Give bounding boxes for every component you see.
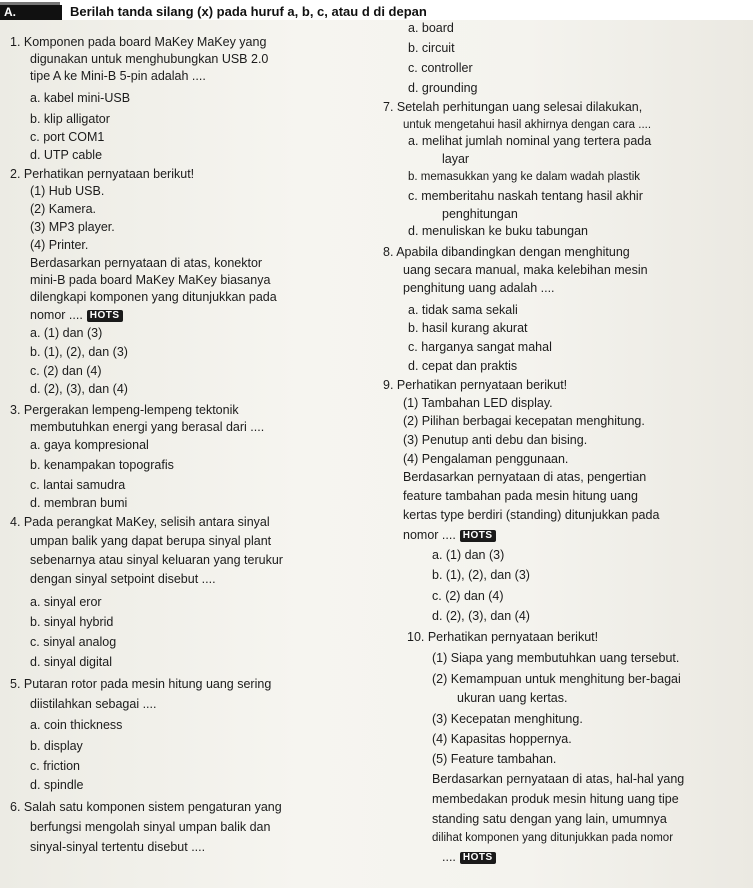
q8-stem-2: uang secara manual, maka kelebihan mesin <box>403 263 648 277</box>
q10-stem-6 <box>442 849 496 865</box>
q10-stem-4: standing satu dengan yang lain, umumnya <box>432 812 667 826</box>
q2-item-1: (1) Hub USB. <box>30 184 105 198</box>
q10-stem-5: dilihat komponen yang ditunjukkan pada nomor <box>432 832 674 844</box>
q2-stem-2: Berdasarkan pernyataan di atas, konektor <box>30 256 263 270</box>
q10-nomor-text: .... <box>442 850 456 864</box>
q10-item-1: (1) Siapa yang membutuhkan uang tersebut. <box>432 651 680 665</box>
section-letter: A. <box>0 5 62 20</box>
q9-stem-3: feature tambahan pada mesin hitung uang <box>403 489 638 503</box>
q10-stem-2: Berdasarkan pernyataan di atas, hal-hal yang <box>432 772 685 786</box>
q9-stem-4: kertas type berdiri (standing) ditunjukkan pada <box>403 508 660 522</box>
q7-option-a-cont: layar <box>442 152 470 166</box>
q10-item-3: (3) Kecepatan menghitung. <box>432 712 583 726</box>
q1-option-a[interactable]: a. kabel mini-USB <box>30 91 131 105</box>
q6-option-a[interactable]: a. board <box>408 21 454 35</box>
q6-stem-2: berfungsi mengolah sinyal umpan balik dan <box>30 820 271 834</box>
q5-option-a[interactable]: a. coin thickness <box>30 718 123 732</box>
q5-stem-1: 5. Putaran rotor pada mesin hitung uang sering <box>10 677 272 691</box>
q7-option-d[interactable]: d. menuliskan ke buku tabungan <box>408 224 588 238</box>
q7-stem-1: 7. Setelah perhitungan uang selesai dilakukan, <box>383 100 643 114</box>
q4-option-d[interactable]: d. sinyal digital <box>30 655 112 669</box>
q1-stem-3: tipe A ke Mini-B 5-pin adalah .... <box>30 69 206 83</box>
q4-option-b[interactable]: b. sinyal hybrid <box>30 615 114 629</box>
q9-option-c[interactable]: c. (2) dan (4) <box>432 589 504 603</box>
q2-item-4: (4) Printer. <box>30 238 89 252</box>
q10-item-2-cont: ukuran uang kertas. <box>457 691 568 705</box>
q9-option-b[interactable]: b. (1), (2), dan (3) <box>432 568 530 582</box>
q9-hots-badge: HOTS <box>460 530 496 542</box>
q9-option-a[interactable]: a. (1) dan (3) <box>432 548 505 562</box>
q2-item-3: (3) MP3 player. <box>30 220 115 234</box>
q8-option-c[interactable]: c. harganya sangat mahal <box>408 340 552 354</box>
q9-stem-5 <box>403 527 496 543</box>
q9-item-1: (1) Tambahan LED display. <box>403 396 553 410</box>
q9-nomor-text: nomor .... <box>403 528 456 542</box>
section-header <box>0 0 753 20</box>
q8-option-b[interactable]: b. hasil kurang akurat <box>408 321 528 335</box>
q2-nomor-text: nomor .... <box>30 308 83 322</box>
q9-item-4: (4) Pengalaman penggunaan. <box>403 452 569 466</box>
q7-option-a[interactable]: a. melihat jumlah nominal yang tertera pada <box>408 134 652 148</box>
q6-stem-3: sinyal-sinyal tertentu disebut .... <box>30 840 206 854</box>
q3-option-a[interactable]: a. gaya kompresional <box>30 438 149 452</box>
q9-item-3: (3) Penutup anti debu dan bising. <box>403 433 588 447</box>
q2-stem-4: dilengkapi komponen yang ditunjukkan pada <box>30 290 277 304</box>
q10-item-2: (2) Kemampuan untuk menghitung ber-bagai <box>432 672 681 686</box>
q9-stem-2: Berdasarkan pernyataan di atas, pengertian <box>403 470 647 484</box>
q8-stem-1: 8. Apabila dibandingkan dengan menghitung <box>383 245 630 259</box>
q10-item-4: (4) Kapasitas hoppernya. <box>432 732 572 746</box>
q4-option-c[interactable]: c. sinyal analog <box>30 635 117 649</box>
q2-option-a[interactable]: a. (1) dan (3) <box>30 326 103 340</box>
q10-stem-3: membedakan produk mesin hitung uang tipe <box>432 792 679 806</box>
q3-option-d[interactable]: d. membran bumi <box>30 496 128 510</box>
q1-stem-2: digunakan untuk menghubungkan USB 2.0 <box>30 52 269 66</box>
q10-item-5: (5) Feature tambahan. <box>432 752 557 766</box>
q1-option-d[interactable]: d. UTP cable <box>30 148 103 162</box>
q6-option-d[interactable]: d. grounding <box>408 81 478 95</box>
q5-option-d[interactable]: d. spindle <box>30 778 84 792</box>
q6-stem-1: 6. Salah satu komponen sistem pengaturan yang <box>10 800 282 814</box>
q9-option-d[interactable]: d. (2), (3), dan (4) <box>432 609 530 623</box>
q5-option-b[interactable]: b. display <box>30 739 83 753</box>
q1-stem-1: 1. Komponen pada board MaKey MaKey yang <box>10 35 267 49</box>
q8-stem-3: penghitung uang adalah .... <box>403 281 555 295</box>
q3-option-c[interactable]: c. lantai samudra <box>30 478 126 492</box>
q5-stem-2: diistilahkan sebagai .... <box>30 697 157 711</box>
q9-stem-1: 9. Perhatikan pernyataan berikut! <box>383 378 568 392</box>
q3-option-b[interactable]: b. kenampakan topografis <box>30 458 174 472</box>
q4-option-a[interactable]: a. sinyal eror <box>30 595 102 609</box>
q1-option-b[interactable]: b. klip alligator <box>30 112 110 126</box>
q7-option-b[interactable]: b. memasukkan yang ke dalam wadah plastik <box>408 171 641 183</box>
q3-stem-2: membutuhkan energi yang berasal dari .... <box>30 420 265 434</box>
q2-stem-5 <box>30 307 123 323</box>
q2-option-d[interactable]: d. (2), (3), dan (4) <box>30 382 128 396</box>
q7-option-c-cont: penghitungan <box>442 207 518 221</box>
q5-option-c[interactable]: c. friction <box>30 759 81 773</box>
q2-item-2: (2) Kamera. <box>30 202 96 216</box>
q3-stem-1: 3. Pergerakan lempeng-lempeng tektonik <box>10 403 239 417</box>
q10-hots-badge: HOTS <box>460 852 496 864</box>
q6-option-b[interactable]: b. circuit <box>408 41 455 55</box>
q4-stem-2: umpan balik yang dapat berupa sinyal plant <box>30 534 272 548</box>
q8-option-d[interactable]: d. cepat dan praktis <box>408 359 518 373</box>
q6-option-c[interactable]: c. controller <box>408 61 473 75</box>
q7-option-c[interactable]: c. memberitahu naskah tentang hasil akhir <box>408 189 643 203</box>
q2-option-b[interactable]: b. (1), (2), dan (3) <box>30 345 128 359</box>
q8-option-a[interactable]: a. tidak sama sekali <box>408 303 518 317</box>
q4-stem-4: dengan sinyal setpoint disebut .... <box>30 572 216 586</box>
q7-stem-2: untuk mengetahui hasil akhirnya dengan cara .... <box>403 119 652 131</box>
q4-stem-3: sebenarnya atau sinyal keluaran yang terukur <box>30 553 283 567</box>
q1-option-c[interactable]: c. port COM1 <box>30 130 105 144</box>
q9-item-2: (2) Pilihan berbagai kecepatan menghitung. <box>403 414 645 428</box>
q2-option-c[interactable]: c. (2) dan (4) <box>30 364 102 378</box>
q10-stem-1: 10. Perhatikan pernyataan berikut! <box>407 630 599 644</box>
section-instruction: Berilah tanda silang (x) pada huruf a, b, c, atau d di depan <box>70 4 427 19</box>
q2-hots-badge: HOTS <box>87 310 123 322</box>
q2-stem-3: mini-B pada board MaKey MaKey biasanya <box>30 273 271 287</box>
q2-stem-1: 2. Perhatikan pernyataan berikut! <box>10 167 195 181</box>
q4-stem-1: 4. Pada perangkat MaKey, selisih antara sinyal <box>10 515 270 529</box>
